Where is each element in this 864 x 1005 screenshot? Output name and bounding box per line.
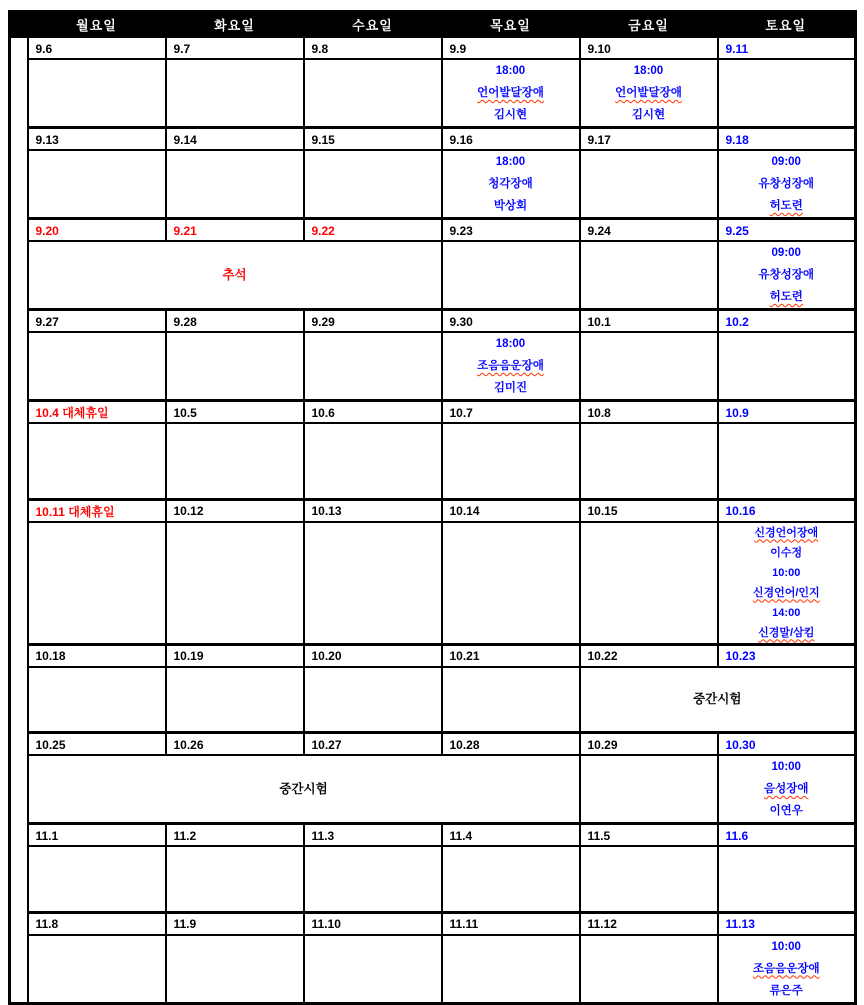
empty-event-cell[interactable] [166, 846, 304, 912]
date-cell[interactable]: 9.13 [28, 128, 166, 151]
empty-event-cell[interactable] [442, 935, 580, 1004]
week-8-event-row [10, 755, 856, 824]
calendar-body [10, 37, 856, 1004]
week-1-event-row [10, 59, 856, 128]
empty-event-cell[interactable] [580, 755, 718, 824]
empty-event-cell[interactable] [166, 59, 304, 128]
event-line: 10:00 [772, 566, 801, 579]
event-line: 김미진 [493, 382, 528, 394]
session-event-cell[interactable] [718, 241, 856, 310]
date-cell[interactable]: 10.13 [304, 499, 442, 522]
empty-event-cell[interactable] [28, 935, 166, 1004]
date-cell[interactable]: 11.2 [166, 824, 304, 847]
weekday-header-thursday: 목요일 [442, 12, 580, 37]
weekday-header-monday: 월요일 [28, 12, 166, 37]
date-cell[interactable]: 9.23 [442, 219, 580, 242]
week-7-event-row [10, 667, 856, 733]
week-2-date-row [10, 128, 856, 151]
event-line: 음성장애 [764, 783, 809, 795]
empty-event-cell[interactable] [580, 423, 718, 499]
date-cell[interactable]: 9.9 [442, 37, 580, 60]
date-cell[interactable]: 11.10 [304, 912, 442, 935]
empty-event-cell[interactable] [718, 59, 856, 128]
exam-event-cell[interactable] [580, 667, 856, 733]
date-cell[interactable]: 11.5 [580, 824, 718, 847]
week-4-event-row [10, 332, 856, 401]
event-line: 조음음운장애 [477, 360, 544, 372]
week-1-date-row [10, 37, 856, 60]
event-line: 허도련 [769, 200, 803, 212]
empty-event-cell[interactable] [166, 667, 304, 733]
week-6-date-row [10, 499, 856, 522]
week-2-event-row [10, 150, 856, 219]
session-event-cell[interactable] [442, 59, 580, 128]
empty-event-cell[interactable] [580, 332, 718, 401]
date-cell[interactable]: 9.7 [166, 37, 304, 60]
event-line: 10:00 [771, 761, 801, 773]
gutter-column[interactable] [10, 37, 28, 1004]
date-cell[interactable]: 10.21 [442, 644, 580, 667]
empty-event-cell[interactable] [442, 423, 580, 499]
empty-event-cell[interactable] [28, 667, 166, 733]
date-cell[interactable]: 9.29 [304, 310, 442, 333]
event-line: 언어발달장애 [477, 87, 544, 99]
weekday-header-saturday: 토요일 [718, 12, 856, 37]
empty-event-cell[interactable] [442, 667, 580, 733]
session-event-cell[interactable] [718, 522, 856, 645]
date-cell[interactable]: 10.27 [304, 733, 442, 756]
event-line: 류은주 [769, 984, 803, 997]
date-cell[interactable]: 9.27 [28, 310, 166, 333]
date-cell[interactable]: 9.10 [580, 37, 718, 60]
date-cell[interactable]: 10.5 [166, 401, 304, 424]
date-cell[interactable]: 10.8 [580, 401, 718, 424]
empty-event-cell[interactable] [166, 150, 304, 219]
date-cell[interactable]: 9.30 [442, 310, 580, 333]
week-10-event-row [10, 935, 856, 1004]
empty-event-cell[interactable] [28, 846, 166, 912]
week-3-date-row [10, 219, 856, 242]
date-cell[interactable]: 10.20 [304, 644, 442, 667]
event-line: 09:00 [771, 156, 801, 168]
date-cell[interactable]: 10.22 [580, 644, 718, 667]
empty-event-cell[interactable] [304, 935, 442, 1004]
empty-event-cell[interactable] [580, 846, 718, 912]
date-cell[interactable]: 9.16 [442, 128, 580, 151]
empty-event-cell[interactable] [304, 59, 442, 128]
event-line: 청각장애 [488, 178, 533, 190]
date-cell[interactable]: 10.1 [580, 310, 718, 333]
date-cell[interactable]: 10.14 [442, 499, 580, 522]
date-cell[interactable]: 11.12 [580, 912, 718, 935]
event-line: 신경말/삼킴 [758, 626, 815, 639]
empty-event-cell[interactable] [166, 332, 304, 401]
weekday-header-row [10, 12, 856, 37]
empty-event-cell[interactable] [580, 150, 718, 219]
empty-event-cell[interactable] [166, 423, 304, 499]
week-5-event-row [10, 423, 856, 499]
event-line: 14:00 [772, 606, 801, 619]
week-10-date-row [10, 912, 856, 935]
date-cell[interactable]: 11.1 [28, 824, 166, 847]
week-3-event-row [10, 241, 856, 310]
date-cell[interactable]: 10.19 [166, 644, 304, 667]
event-line: 이연우 [769, 805, 803, 817]
session-event-cell[interactable] [580, 59, 718, 128]
date-cell[interactable]: 11.3 [304, 824, 442, 847]
event-line: 허도련 [769, 291, 803, 303]
empty-event-cell[interactable] [718, 423, 856, 499]
empty-event-cell[interactable] [304, 667, 442, 733]
date-cell[interactable]: 9.6 [28, 37, 166, 60]
event-line: 09:00 [771, 247, 801, 259]
date-cell[interactable]: 9.25 [718, 219, 856, 242]
empty-event-cell[interactable] [718, 846, 856, 912]
empty-event-cell[interactable] [166, 935, 304, 1004]
date-cell[interactable]: 10.12 [166, 499, 304, 522]
date-cell[interactable]: 9.15 [304, 128, 442, 151]
date-cell[interactable]: 9.24 [580, 219, 718, 242]
date-cell[interactable]: 11.13 [718, 912, 856, 935]
week-8-date-row [10, 733, 856, 756]
date-cell[interactable]: 9.28 [166, 310, 304, 333]
event-line: 유창성장애 [758, 269, 815, 281]
week-9-date-row [10, 824, 856, 847]
session-event-cell[interactable] [718, 935, 856, 1004]
date-cell[interactable]: 10.2 [718, 310, 856, 333]
session-event-cell[interactable] [442, 150, 580, 219]
event-line: 박상회 [493, 200, 528, 212]
week-5-date-row [10, 401, 856, 424]
weekday-header-tuesday: 화요일 [166, 12, 304, 37]
empty-event-cell[interactable] [304, 522, 442, 645]
calendar-table [8, 10, 857, 1005]
date-cell[interactable]: 10.30 [718, 733, 856, 756]
empty-event-cell[interactable] [580, 935, 718, 1004]
date-cell[interactable]: 9.11 [718, 37, 856, 60]
date-cell[interactable]: 10.11 대체휴일 [28, 499, 166, 522]
date-cell[interactable]: 10.4 대체휴일 [28, 401, 166, 424]
date-cell[interactable]: 11.6 [718, 824, 856, 847]
week-4-date-row [10, 310, 856, 333]
date-cell[interactable]: 10.9 [718, 401, 856, 424]
session-event-cell[interactable] [442, 332, 580, 401]
empty-event-cell[interactable] [580, 241, 718, 310]
exam-event-cell[interactable] [28, 755, 580, 824]
empty-event-cell[interactable] [28, 59, 166, 128]
event-line: 중간시험 [279, 782, 328, 796]
event-line: 조음음운장애 [752, 962, 820, 975]
date-cell[interactable]: 10.25 [28, 733, 166, 756]
empty-event-cell[interactable] [28, 150, 166, 219]
week-9-event-row [10, 846, 856, 912]
event-line: 18:00 [495, 156, 526, 168]
date-cell[interactable]: 11.11 [442, 912, 580, 935]
empty-event-cell[interactable] [442, 846, 580, 912]
event-line: 18:00 [495, 65, 526, 77]
date-cell[interactable]: 10.7 [442, 401, 580, 424]
week-7-date-row [10, 644, 856, 667]
week-6-event-row [10, 522, 856, 645]
event-line: 10:00 [771, 940, 801, 953]
empty-event-cell[interactable] [442, 241, 580, 310]
date-cell[interactable]: 10.6 [304, 401, 442, 424]
event-line: 추석 [222, 268, 247, 282]
event-line: 유창성장애 [758, 178, 815, 190]
date-cell[interactable]: 9.20 [28, 219, 166, 242]
empty-event-cell[interactable] [304, 423, 442, 499]
empty-event-cell[interactable] [28, 423, 166, 499]
empty-event-cell[interactable] [304, 846, 442, 912]
date-cell[interactable]: 9.17 [580, 128, 718, 151]
date-cell[interactable]: 10.16 [718, 499, 856, 522]
date-cell[interactable]: 10.29 [580, 733, 718, 756]
event-line: 신경언어장애 [754, 526, 819, 539]
event-line: 이수정 [770, 546, 803, 559]
event-line: 18:00 [633, 65, 664, 77]
date-cell[interactable]: 10.15 [580, 499, 718, 522]
date-cell[interactable]: 9.21 [166, 219, 304, 242]
empty-event-cell[interactable] [442, 522, 580, 645]
holiday-event-cell[interactable] [28, 241, 442, 310]
session-event-cell[interactable] [718, 755, 856, 824]
date-cell[interactable]: 9.14 [166, 128, 304, 151]
date-cell[interactable]: 11.9 [166, 912, 304, 935]
date-cell[interactable]: 11.4 [442, 824, 580, 847]
empty-event-cell[interactable] [580, 522, 718, 645]
date-cell[interactable]: 9.18 [718, 128, 856, 151]
empty-event-cell[interactable] [304, 150, 442, 219]
date-cell[interactable]: 10.23 [718, 644, 856, 667]
weekday-header-friday: 금요일 [580, 12, 718, 37]
date-cell[interactable]: 10.18 [28, 644, 166, 667]
empty-event-cell[interactable] [166, 522, 304, 645]
event-line: 신경언어/인지 [752, 586, 820, 599]
empty-event-cell[interactable] [304, 332, 442, 401]
date-cell[interactable]: 9.8 [304, 37, 442, 60]
event-line: 18:00 [495, 338, 526, 350]
event-line: 김시현 [631, 109, 666, 121]
header-gutter-cell [10, 12, 28, 37]
date-cell[interactable]: 9.22 [304, 219, 442, 242]
event-line: 언어발달장애 [615, 87, 682, 99]
event-line: 중간시험 [693, 692, 742, 707]
date-cell[interactable]: 10.28 [442, 733, 580, 756]
weekday-header-wednesday: 수요일 [304, 12, 442, 37]
empty-event-cell[interactable] [28, 522, 166, 645]
date-cell[interactable]: 10.26 [166, 733, 304, 756]
event-line: 김시현 [493, 109, 528, 121]
empty-event-cell[interactable] [28, 332, 166, 401]
session-event-cell[interactable] [718, 150, 856, 219]
empty-event-cell[interactable] [718, 332, 856, 401]
date-cell[interactable]: 11.8 [28, 912, 166, 935]
